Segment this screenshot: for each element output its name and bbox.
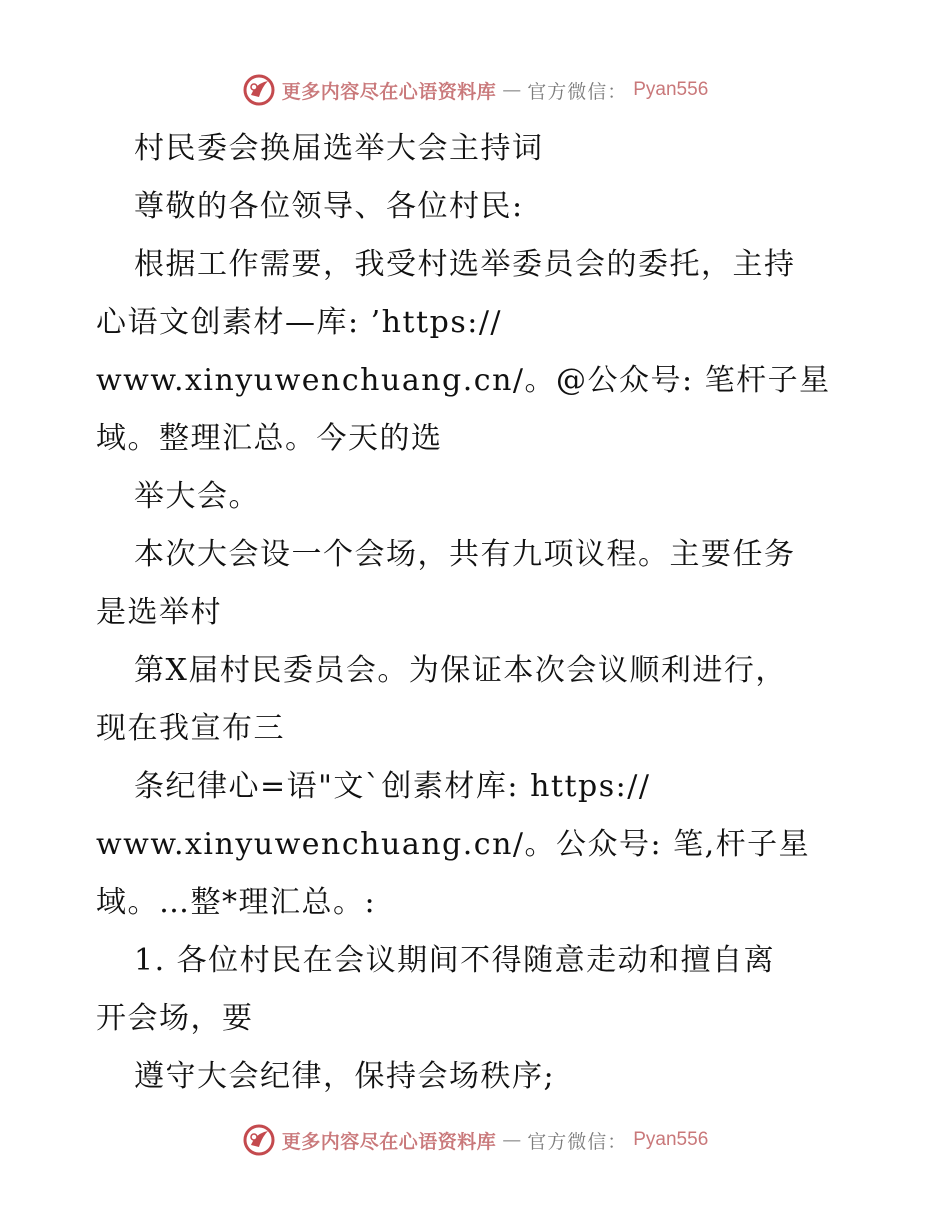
paragraph-line: 本次大会设一个会场，共有九项议程。主要任务 xyxy=(134,537,796,572)
list-item-line: 1. 各位村民在会议期间不得随意走动和擅自离 xyxy=(134,943,776,978)
header-banner xyxy=(0,70,950,110)
banner-official-label: 官方微信： xyxy=(527,1130,628,1153)
banner-inner xyxy=(242,1123,709,1157)
document-title: 村民委会换届选举大会主持词 xyxy=(134,131,544,166)
paragraph-line: 遵守大会纪律，保持会场秩序; xyxy=(134,1059,556,1094)
paragraph-line: 心语文创素材—库: ’https:// xyxy=(96,305,503,340)
banner-dash: — xyxy=(502,79,522,101)
banner-wechat-handle: Pyan556 xyxy=(633,79,709,100)
paragraph-line: 举大会。 xyxy=(134,479,260,514)
paragraph-line: 根据工作需要，我受村选举委员会的委托，主持 xyxy=(134,247,796,282)
paragraph-line: www.xinyuwenchuang.cn/。@公众号: 笔杆子星 xyxy=(96,363,831,398)
paragraph-line: 是选举村 xyxy=(96,595,222,630)
banner-inner xyxy=(242,73,709,107)
paragraph-line: www.xinyuwenchuang.cn/。公众号: 笔,杆子星 xyxy=(96,827,811,862)
paragraph-line: 第X届村民委员会。为保证本次会议顺利进行， xyxy=(134,653,787,688)
footer-banner xyxy=(0,1120,950,1160)
brand-logo-icon xyxy=(242,73,276,107)
banner-dash: — xyxy=(502,1129,522,1151)
paragraph-line: 现在我宣布三 xyxy=(96,711,285,746)
list-item-line: 开会场，要 xyxy=(96,1001,254,1036)
document-body xyxy=(96,120,886,1106)
paragraph-line: 域。整理汇总。今天的选 xyxy=(96,421,443,456)
salutation-line: 尊敬的各位领导、各位村民: xyxy=(134,189,524,224)
banner-main-text: 更多内容尽在心语资料库 xyxy=(281,80,497,103)
paragraph-line: 域。…整*理汇总。: xyxy=(96,885,377,920)
banner-wechat-handle: Pyan556 xyxy=(633,1129,709,1150)
banner-official-label: 官方微信： xyxy=(527,80,628,103)
paragraph-line: 条纪律心=语"文`创素材库: https:// xyxy=(134,769,651,804)
banner-main-text: 更多内容尽在心语资料库 xyxy=(281,1130,497,1153)
brand-logo-icon xyxy=(242,1123,276,1157)
